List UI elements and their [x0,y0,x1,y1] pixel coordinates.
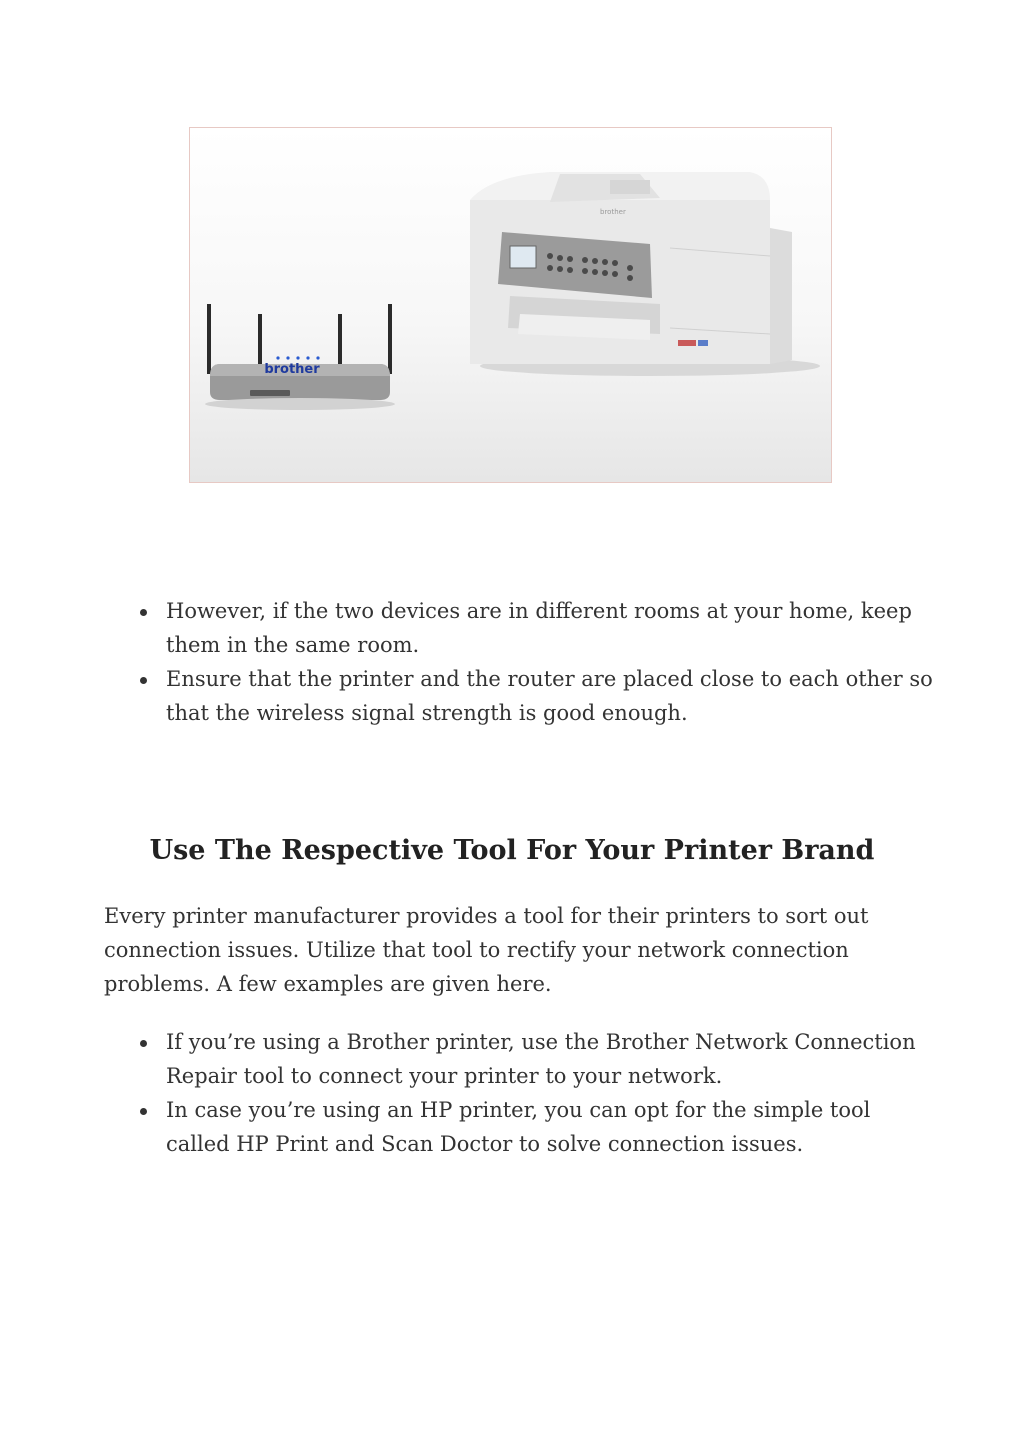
list-item [104,1093,934,1161]
bullet-list-tools [104,1025,934,1161]
bullet-list-placement [104,594,934,730]
bullet-icon [140,1108,147,1115]
list-item-text: If you’re using a Brother printer, use the Brother Network Connection Repair tool to connect your printer to your network. [166,1030,916,1088]
list-item-text: However, if the two devices are in different rooms at your home, keep them in the same room. [166,599,912,657]
list-item [104,594,934,662]
router [205,304,395,410]
bullet-icon [140,1040,147,1047]
list-item [104,1025,934,1093]
router-printer-illustration [190,128,831,482]
router-printer-photo [189,127,832,483]
section-paragraph: Every printer manufacturer provides a tool for their printers to sort out connection issues. Utilize that tool to rectify your network connection problems. A few examples are given here. [104,904,869,996]
printer [470,172,820,376]
printer-logo: brother [600,208,626,216]
section-heading: Use The Respective Tool For Your Printer Brand [149,835,875,866]
list-item [104,662,934,730]
list-item-text: In case you’re using an HP printer, you can opt for the simple tool called HP Print and Scan Doctor to solve connection issues. [166,1098,871,1156]
bullet-icon [140,609,147,616]
router-logo: brother [264,362,320,377]
list-item-text: Ensure that the printer and the router are placed close to each other so that the wireless signal strength is good enough. [166,667,933,725]
bullet-icon [140,677,147,684]
